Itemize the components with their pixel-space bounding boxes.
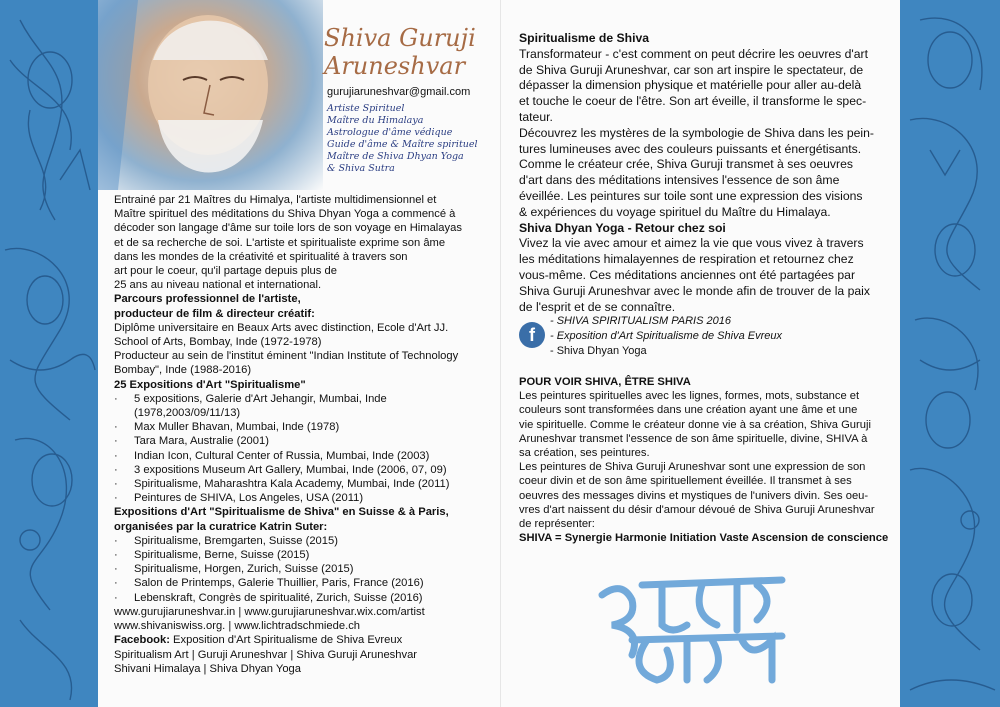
list-item: · Tara Mara, Australie (2001) — [114, 434, 496, 448]
list-item: · Spiritualisme, Berne, Suisse (2015) — [114, 548, 496, 562]
parcours-line: Diplôme universitaire en Beaux Arts avec distinction, Ecole d'Art JJ. — [114, 321, 449, 334]
facebook-page-link[interactable]: - Exposition d'Art Spiritualisme de Shiva Evreux — [550, 330, 782, 342]
facebook-icon[interactable]: f — [519, 322, 545, 348]
parcours-line: School of Arts, Bombay, Inde (1972-1978) — [114, 336, 322, 349]
list-item: · Lebenskraft, Congrès de spiritualité, Zurich, Suisse (2016) — [114, 591, 496, 605]
facebook-line: Spiritualism Art | Guruji Aruneshvar | Shiva Guruji Aruneshvar — [114, 648, 418, 661]
artist-name-line-1: Shiva Guruji — [324, 24, 476, 52]
intro-line: décoder son langage d'âme sur toile lors de son voyage en Himalayas — [114, 222, 462, 235]
title-line: & Shiva Sutra — [327, 163, 395, 174]
suisse-heading: Expositions d'Art "Spiritualisme de Shiva" en Suisse & à Paris, — [114, 506, 449, 519]
facebook-page-link[interactable]: - Shiva Dhyan Yoga — [550, 345, 647, 357]
intro-line: dans les mondes de la créativité et spiritualité à travers son — [114, 250, 408, 263]
paragraph-line: de représenter: — [519, 518, 595, 531]
paragraph-line: les méditations himalayennes de respiration et retournez chez — [519, 252, 854, 267]
left-decorative-panel — [0, 0, 98, 707]
paragraph-line: couleurs sont transformées dans une création ayant une âme et une — [519, 404, 858, 417]
paragraph-line: oeuvres des messages divins et mystiques de l'univers divin. Ses oeu- — [519, 489, 869, 502]
paragraph-line: & expériences du voyage spirituel du Maître du Himalaya. — [519, 204, 831, 219]
guru-portrait-painting-icon — [98, 0, 323, 190]
title-line: Guide d'âme & Maître spirituel — [327, 139, 478, 150]
section-heading: POUR VOIR SHIVA, ÊTRE SHIVA — [519, 376, 691, 388]
paragraph-line: de l'esprit et de se connaître. — [519, 299, 676, 314]
intro-line: 25 ans au niveau national et international. — [114, 279, 322, 292]
closing-line: SHIVA = Synergie Harmonie Initiation Vaste Ascension de conscience — [519, 532, 889, 545]
title-line: Maître du Himalaya — [327, 115, 424, 126]
title-line: Maître de Shiva Dhyan Yoga — [327, 151, 464, 162]
parcours-heading: producteur de film & directeur créatif: — [114, 307, 315, 320]
section-heading: Shiva Dhyan Yoga - Retour chez soi — [519, 220, 726, 235]
intro-line: Entrainé par 21 Maîtres du Himalya, l'artiste multidimensionnel et — [114, 194, 437, 206]
deity-line-art-icon — [900, 0, 1000, 707]
website-links[interactable]: www.gurujiaruneshvar.in | www.gurujiaruneshvar.wix.com/artist — [114, 605, 425, 618]
list-item-continuation: (1978,2003/09/11/13) — [134, 407, 241, 420]
paragraph-line: Les peintures spirituelles avec les lignes, formes, mots, substance et — [519, 390, 860, 403]
paragraph-line: Vivez la vie avec amour et aimez la vie que vous vivez à travers — [519, 236, 864, 251]
intro-line: et de sa recherche de soi. L'artiste et spiritualiste exprime son âme — [114, 236, 446, 249]
paragraph-line: tateur. — [519, 109, 553, 124]
list-item: · 5 expositions, Galerie d'Art Jehangir, Mumbai, Inde — [114, 392, 496, 406]
paragraph-line: vous-même. Ces méditations anciennes ont été partagées par — [519, 267, 856, 282]
paragraph-line: coeur divin et de son âme spirituellement éveillée. Il transmet à ses — [519, 475, 852, 488]
paragraph-line: Shiva Guruji Aruneshvar avec le monde afin de trouver de la paix — [519, 283, 870, 298]
paragraph-line: vres d'art naissent du désir d'amour dévoué de Shiva Guruji Aruneshvar — [519, 503, 875, 516]
facebook-pages — [550, 314, 782, 359]
facebook-line: Shivani Himalaya | Shiva Dhyan Yoga — [114, 662, 301, 675]
paragraph-line: Aruneshvar transmet l'essence de son âme spirituelle, divine, SHIVA à — [519, 432, 868, 445]
title-line: Artiste Spirituel — [327, 103, 405, 114]
paragraph-line: et touche le coeur de l'être. Son art éveille, il transforme le spec- — [519, 94, 867, 109]
paragraph-line: vie spirituelle. Comme le créateur donne vie à sa création, Shiva Guruji — [519, 418, 871, 431]
paragraph-line: d'art dans des méditations intensives l'essence de son âme — [519, 173, 840, 188]
list-item: · Spiritualisme, Horgen, Zurich, Suisse (2015) — [114, 562, 496, 576]
suisse-list — [114, 534, 496, 605]
facebook-text: Exposition d'Art Spiritualisme de Shiva Evreux — [169, 634, 403, 647]
shiva-line-art-icon — [0, 0, 98, 707]
paragraph-line: de Shiva Guruji Aruneshvar, car son art inspire le spectateur, de — [519, 62, 864, 77]
voir-shiva-section — [519, 375, 891, 545]
paragraph-line: Les peintures de Shiva Guruji Aruneshvar sont une expression de son — [519, 461, 866, 474]
email-link[interactable]: gurujiaruneshvar@gmail.com — [327, 86, 471, 98]
list-item: · Peintures de SHIVA, Los Angeles, USA (2011) — [114, 491, 496, 505]
paragraph-line: éveillée. Les peintures sur toile sont une expression des visions — [519, 188, 863, 203]
intro-line: Maître spirituel des méditations du Shiva Dhyan Yoga a commencé à — [114, 208, 456, 221]
paragraph-line: Comme le créateur crée, Shiva Guruji transmet à ses oeuvres — [519, 157, 853, 172]
intro-line: art pour le coeur, qu'il partage depuis plus de — [114, 265, 337, 278]
paragraph-line: tures lumineuses avec des couleurs puissants et énergétisants. — [519, 141, 862, 156]
expositions-list — [114, 392, 496, 506]
right-decorative-panel — [900, 0, 1000, 707]
facebook-label: Facebook: — [114, 634, 170, 647]
list-item: · Spiritualisme, Maharashtra Kala Academy, Mumbai, Inde (2011) — [114, 477, 496, 491]
paragraph-line: Transformateur - c'est comment on peut décrire les oeuvres d'art — [519, 46, 868, 61]
title-line: Astrologue d'âme védique — [327, 127, 453, 138]
artist-name-line-2: Aruneshvar — [324, 52, 466, 80]
om-namah-shivaya-calligraphy-icon — [592, 565, 802, 685]
list-item: · Salon de Printemps, Galerie Thuillier, Paris, France (2016) — [114, 576, 496, 590]
biography-section — [114, 193, 496, 676]
list-item: · Indian Icon, Cultural Center of Russia, Mumbai, Inde (2003) — [114, 449, 496, 463]
parcours-line: Bombay", Inde (1988-2016) — [114, 364, 252, 377]
section-heading: Spiritualisme de Shiva — [519, 31, 650, 45]
suisse-heading: organisées par la curatrice Katrin Suter: — [114, 520, 328, 533]
facebook-line — [114, 633, 496, 647]
paragraph-line: dépasser la dimension physique et matérielle pour aller au-delà — [519, 78, 862, 93]
parcours-heading: Parcours professionnel de l'artiste, — [114, 293, 301, 306]
paragraph-line: sa création, ses peintures. — [519, 447, 650, 460]
guru-portrait — [98, 0, 323, 190]
om-namah-shivaya-calligraphy — [592, 565, 802, 690]
artist-name — [324, 24, 494, 80]
parcours-line: Producteur au sein de l'institut éminent "Indian Institute of Technology — [114, 350, 459, 363]
facebook-page-link[interactable]: - SHIVA SPIRITUALISM PARIS 2016 — [550, 315, 731, 327]
list-item: · Spiritualisme, Bremgarten, Suisse (2015) — [114, 534, 496, 548]
expositions-heading: 25 Expositions d'Art "Spiritualisme" — [114, 378, 306, 391]
list-item: · 3 expositions Museum Art Gallery, Mumbai, Inde (2006, 07, 09) — [114, 463, 496, 477]
list-item: · Max Muller Bhavan, Mumbai, Inde (1978) — [114, 420, 496, 434]
paragraph-line: Découvrez les mystères de la symbologie de Shiva dans les pein- — [519, 125, 874, 140]
artist-titles — [327, 103, 478, 175]
website-links[interactable]: www.shivaniswiss.org. | www.lichtradschmiede.ch — [114, 620, 361, 633]
spiritualisme-section — [519, 31, 891, 315]
